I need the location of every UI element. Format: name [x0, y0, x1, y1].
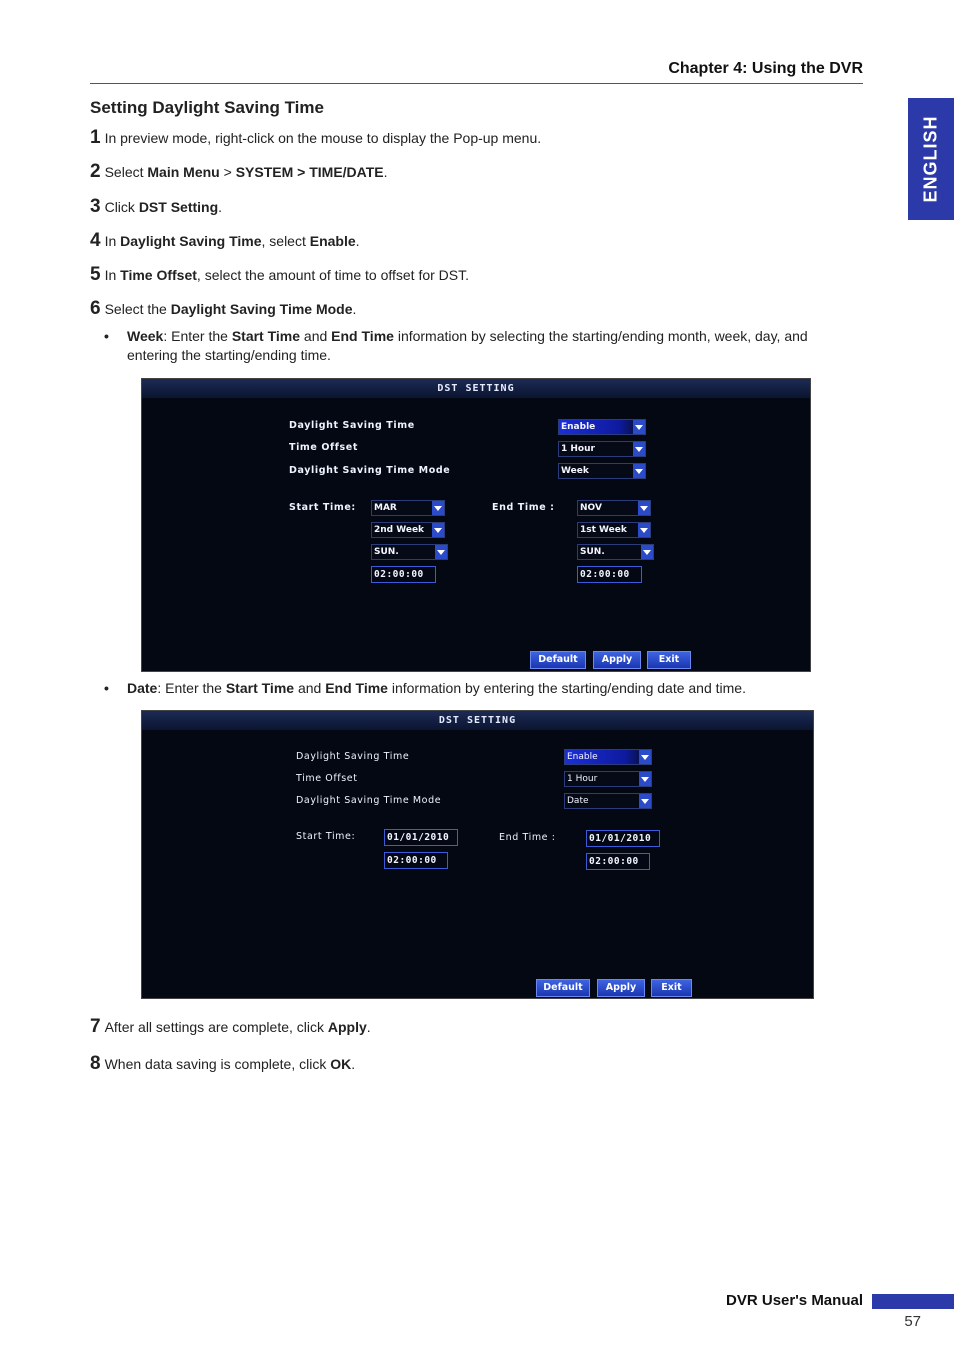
- label-end-time: End Time :: [499, 832, 556, 843]
- start-month-dropdown[interactable]: [371, 500, 445, 516]
- label-time-offset: Time Offset: [289, 442, 358, 453]
- chevron-down-icon[interactable]: [639, 750, 651, 764]
- start-time-input[interactable]: 02:00:00: [384, 852, 448, 869]
- dst-enable-dropdown[interactable]: [558, 419, 646, 435]
- footer-manual-title: DVR User's Manual: [726, 1292, 863, 1309]
- dst-setting-screen-date: [141, 710, 814, 999]
- bullet-span: : Enter the: [163, 328, 232, 344]
- dst-setting-screen-week: [141, 378, 811, 672]
- start-day-dropdown[interactable]: [371, 544, 448, 560]
- bullet-date: [104, 679, 849, 698]
- step-3: [90, 196, 222, 218]
- bullet-bold: Date: [127, 680, 158, 696]
- label-start-time: Start Time:: [296, 831, 356, 842]
- chapter-header: Chapter 4: Using the DVR: [668, 60, 863, 77]
- step-text: When data saving is complete, click: [104, 1056, 331, 1072]
- start-week-dropdown[interactable]: [371, 522, 445, 538]
- label-end-time: End Time :: [492, 502, 555, 513]
- time-offset-dropdown[interactable]: [564, 771, 652, 787]
- start-time-input[interactable]: 02:00:00: [371, 566, 436, 583]
- page-number: 57: [904, 1313, 921, 1330]
- step-4: [90, 230, 360, 252]
- bullet-dot: •: [104, 328, 109, 344]
- end-day-dropdown[interactable]: [577, 544, 654, 560]
- label-daylight-saving-time: Daylight Saving Time: [296, 751, 410, 762]
- bullet-span: and: [294, 680, 326, 696]
- bullet-span: : Enter the: [157, 680, 226, 696]
- bullet-bold: End Time: [331, 328, 394, 344]
- bullet-bold: End Time: [325, 680, 388, 696]
- step-2: [90, 161, 388, 183]
- default-button[interactable]: Default: [536, 979, 590, 997]
- step-text: Select the: [104, 301, 171, 317]
- step-text: , select: [261, 233, 310, 249]
- dropdown-value: 1 Hour: [567, 774, 598, 784]
- chevron-down-icon[interactable]: [633, 464, 645, 478]
- step-text: In preview mode, right-click on the mouse to display the Pop-up menu.: [104, 130, 542, 146]
- step-text: .: [352, 301, 357, 317]
- label-start-time: Start Time:: [289, 502, 356, 513]
- step-text: After all settings are complete, click: [104, 1019, 328, 1035]
- dropdown-value: 1st Week: [580, 525, 627, 535]
- bullet-text: [127, 327, 849, 365]
- step-text: .: [366, 1019, 371, 1035]
- dropdown-value: 2nd Week: [374, 525, 425, 535]
- step-7: [90, 1016, 371, 1038]
- step-number: 6: [90, 298, 101, 319]
- label-daylight-saving-time: Daylight Saving Time: [289, 420, 415, 431]
- label-dst-mode: Daylight Saving Time Mode: [289, 465, 451, 476]
- bullet-bold: Week: [127, 328, 164, 344]
- exit-button[interactable]: Exit: [647, 651, 691, 669]
- step-8: [90, 1053, 355, 1075]
- step-bold: Main Menu: [147, 164, 220, 180]
- step-bold: Apply: [327, 1019, 367, 1035]
- step-text: In: [104, 233, 121, 249]
- chevron-down-icon[interactable]: [432, 501, 444, 515]
- bullet-dot: •: [104, 680, 109, 696]
- step-number: 3: [90, 196, 101, 217]
- step-number: 7: [90, 1016, 101, 1037]
- start-date-input[interactable]: 01/01/2010: [384, 829, 458, 846]
- step-number: 2: [90, 161, 101, 182]
- dropdown-value: Date: [567, 796, 589, 806]
- dropdown-value: Enable: [561, 422, 596, 432]
- step-number: 4: [90, 230, 101, 251]
- step-bold: Daylight Saving Time Mode: [170, 301, 353, 317]
- bullet-bold: Start Time: [225, 680, 295, 696]
- end-time-input[interactable]: 02:00:00: [577, 566, 642, 583]
- dropdown-value: 1 Hour: [561, 444, 595, 454]
- language-tab-label: ENGLISH: [920, 115, 941, 203]
- step-bold: OK: [330, 1056, 352, 1072]
- section-title: Setting Daylight Saving Time: [90, 98, 324, 117]
- screen-title: DST SETTING: [142, 379, 810, 398]
- step-bold: Daylight Saving Time: [120, 233, 262, 249]
- header-rule: [90, 83, 863, 84]
- dst-mode-dropdown[interactable]: [558, 463, 646, 479]
- bullet-span: information by selecting the starting/ending month, week, day, and entering the starting/ending time.: [127, 328, 808, 363]
- step-number: 5: [90, 264, 101, 285]
- dst-mode-dropdown[interactable]: [564, 793, 652, 809]
- chevron-down-icon[interactable]: [639, 772, 651, 786]
- step-bold: Time Offset: [120, 267, 197, 283]
- label-dst-mode: Daylight Saving Time Mode: [296, 795, 442, 806]
- chevron-down-icon[interactable]: [633, 442, 645, 456]
- time-offset-dropdown[interactable]: [558, 441, 646, 457]
- dropdown-value: MAR: [374, 503, 397, 513]
- chevron-down-icon[interactable]: [638, 501, 650, 515]
- label-time-offset: Time Offset: [296, 773, 358, 784]
- step-text: , select the amount of time to offset for DST.: [196, 267, 470, 283]
- step-text: Select: [104, 164, 148, 180]
- dropdown-value: Enable: [567, 752, 598, 762]
- end-date-input[interactable]: 01/01/2010: [586, 830, 660, 847]
- bullet-span: information by entering the starting/ending date and time.: [387, 680, 746, 696]
- dropdown-value: NOV: [580, 503, 602, 513]
- bullet-text: [127, 679, 849, 698]
- step-5: [90, 264, 469, 286]
- step-text: .: [355, 233, 360, 249]
- bullet-span: and: [300, 328, 332, 344]
- step-bold: DST Setting: [138, 199, 219, 215]
- apply-button[interactable]: Apply: [593, 651, 641, 669]
- default-button[interactable]: Default: [530, 651, 586, 669]
- step-text: .: [218, 199, 223, 215]
- exit-button[interactable]: Exit: [651, 979, 692, 997]
- step-1: [90, 127, 541, 149]
- dst-enable-dropdown[interactable]: [564, 749, 652, 765]
- footer-accent-bar: [872, 1294, 954, 1309]
- step-text: In: [104, 267, 121, 283]
- chevron-down-icon[interactable]: [435, 545, 447, 559]
- dropdown-value: Week: [561, 466, 589, 476]
- step-text: .: [383, 164, 388, 180]
- step-number: 8: [90, 1053, 101, 1074]
- screen-title: DST SETTING: [142, 711, 813, 730]
- chevron-down-icon[interactable]: [641, 545, 653, 559]
- end-month-dropdown[interactable]: [577, 500, 651, 516]
- dropdown-value: SUN.: [374, 547, 399, 557]
- chevron-down-icon[interactable]: [432, 523, 444, 537]
- step-6: [90, 298, 356, 320]
- step-bold: Enable: [309, 233, 356, 249]
- apply-button[interactable]: Apply: [597, 979, 645, 997]
- step-text: >: [219, 164, 236, 180]
- bullet-week: [104, 327, 849, 365]
- language-tab: [908, 98, 954, 220]
- step-bold: SYSTEM > TIME/DATE: [235, 164, 384, 180]
- chevron-down-icon[interactable]: [638, 523, 650, 537]
- step-text: Click: [104, 199, 139, 215]
- chevron-down-icon[interactable]: [639, 794, 651, 808]
- step-text: .: [351, 1056, 356, 1072]
- end-week-dropdown[interactable]: [577, 522, 651, 538]
- end-time-input[interactable]: 02:00:00: [586, 853, 650, 870]
- dropdown-value: SUN.: [580, 547, 605, 557]
- step-number: 1: [90, 127, 101, 148]
- chevron-down-icon[interactable]: [633, 420, 645, 434]
- bullet-bold: Start Time: [231, 328, 301, 344]
